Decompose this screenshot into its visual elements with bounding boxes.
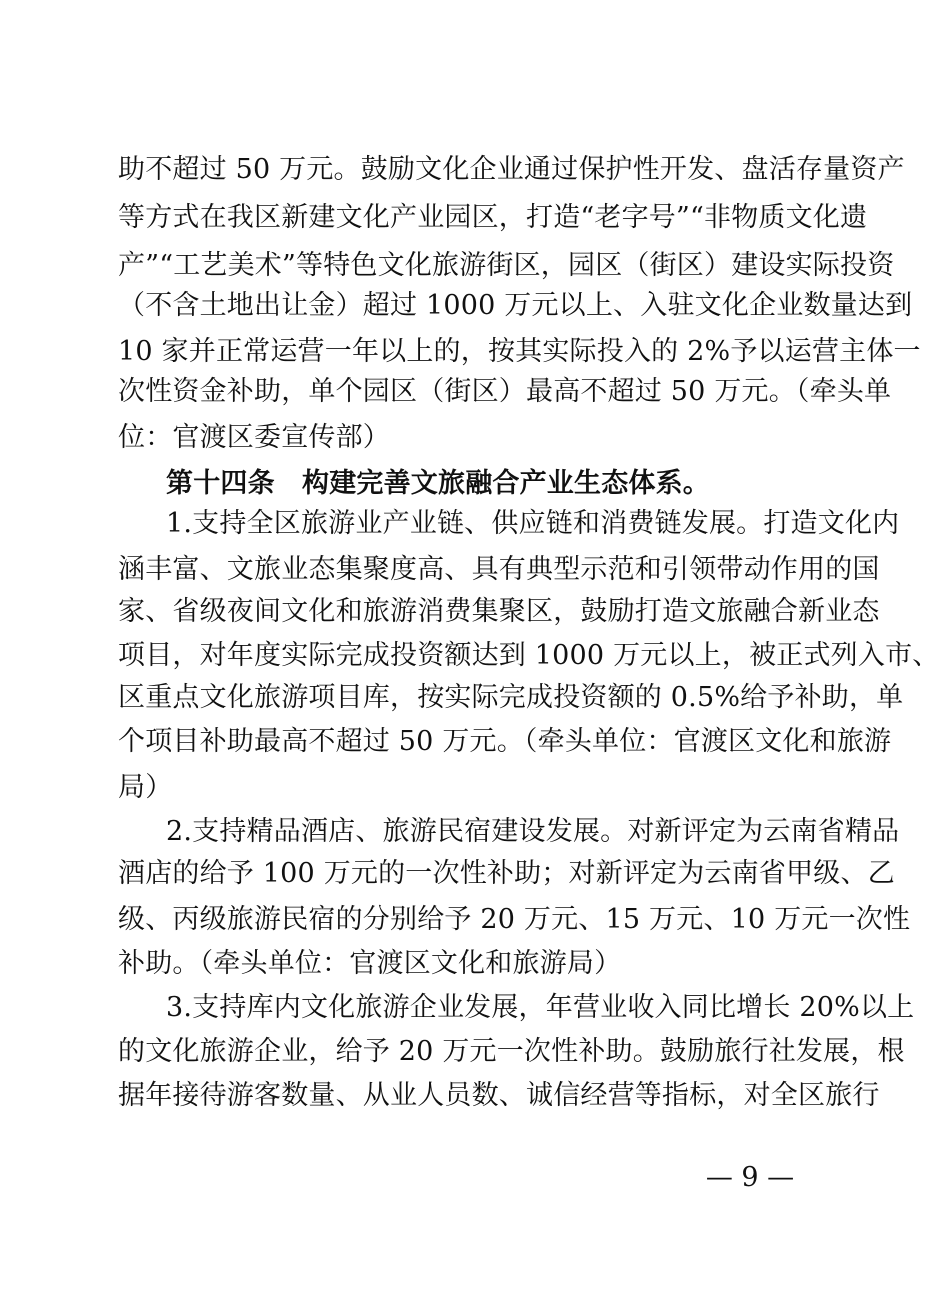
body-text-line: 补助。（牵头单位：官渡区文化和旅游局） [118,948,622,979]
body-text-line: 等方式在我区新建文化产业园区，打造“老字号”“非物质文化遗 [118,202,868,233]
paragraph-first-line: 3.支持库内文化旅游企业发展，年营业收入同比增长 20%以上 [166,992,915,1023]
body-text-line: 局） [118,772,173,803]
body-text-line: 助不超过 50 万元。鼓励文化企业通过保护性开发、盘活存量资产 [118,154,905,185]
body-text-line: （不含土地出让金）超过 1000 万元以上、入驻文化企业数量达到 [118,290,913,321]
body-text-line: 级、丙级旅游民宿的分别给予 20 万元、15 万元、10 万元一次性 [118,904,911,935]
body-text-line: 家、省级夜间文化和旅游消费集聚区，鼓励打造文旅融合新业态 [118,596,880,627]
body-text-line: 个项目补助最高不超过 50 万元。（牵头单位：官渡区文化和旅游 [118,726,892,757]
body-text-line: 的文化旅游企业，给予 20 万元一次性补助。鼓励旅行社发展，根 [118,1036,905,1067]
page-number: — 9 — [705,1162,795,1193]
body-text-line: 10 家并正常运营一年以上的，按其实际投入的 2%予以运营主体一 [118,336,921,367]
body-text-line: 次性资金补助，单个园区（街区）最高不超过 50 万元。（牵头单 [118,376,892,407]
body-text-line: 涵丰富、文旅业态集聚度高、具有典型示范和引领带动作用的国 [118,554,880,585]
body-text-line: 位：官渡区委宣传部） [118,422,390,453]
paragraph-first-line: 2.支持精品酒店、旅游民宿建设发展。对新评定为云南省精品 [166,816,900,847]
body-text-line: 据年接待游客数量、从业人员数、诚信经营等指标，对全区旅行 [118,1080,880,1111]
article-heading: 第十四条 构建完善文旅融合产业生态体系。 [166,468,710,499]
paragraph-first-line: 1.支持全区旅游业产业链、供应链和消费链发展。打造文化内 [166,508,900,539]
body-text-line: 产”“工艺美术”等特色文化旅游街区，园区（街区）建设实际投资 [118,250,895,281]
body-text-line: 酒店的给予 100 万元的一次性补助；对新评定为云南省甲级、乙 [118,858,895,889]
body-text-line: 项目，对年度实际完成投资额达到 1000 万元以上，被正式列入市、 [118,640,939,671]
body-text-line: 区重点文化旅游项目库，按实际完成投资额的 0.5%给予补助，单 [118,682,904,713]
